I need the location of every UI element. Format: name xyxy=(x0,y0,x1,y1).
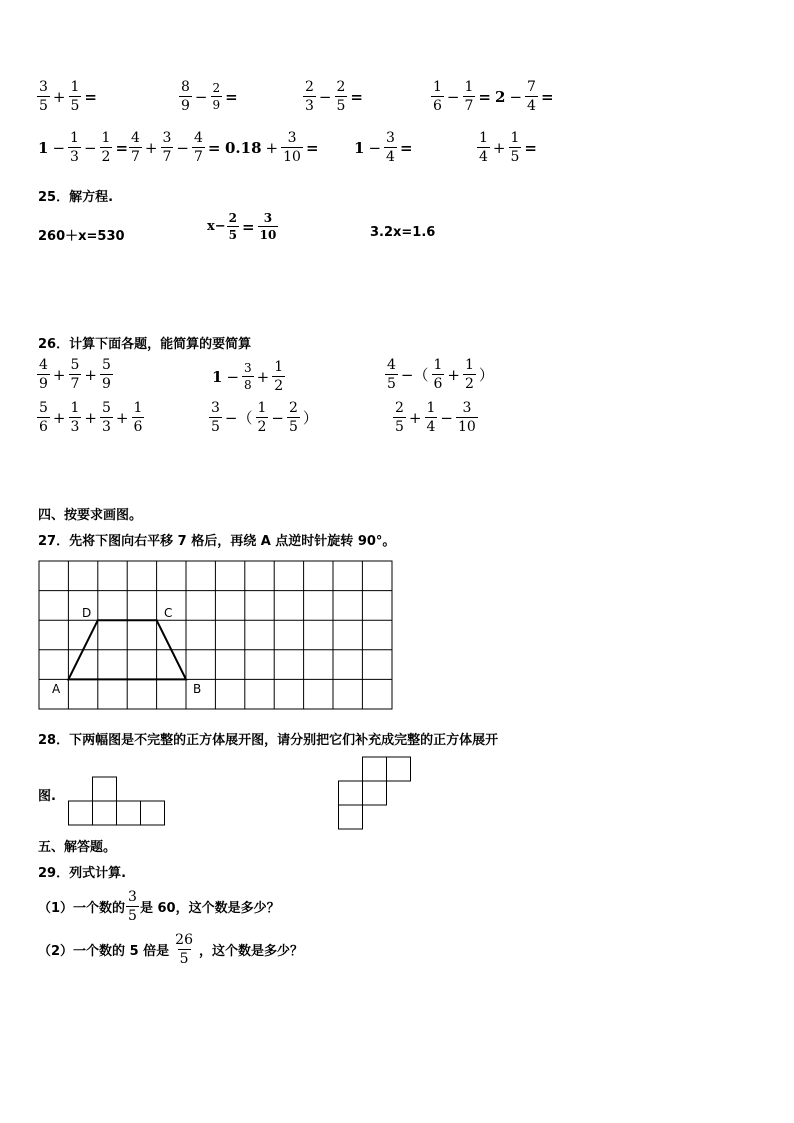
q26-expr-e: $\frac{3}{5}$ −（ $\frac{1}{2}$ − $\frac{2}{5}$ ） xyxy=(211,400,318,435)
row1-expr3: $\frac{2}{3}$ − $\frac{2}{5}$ = xyxy=(305,79,363,114)
fraction: $\frac{5}{6}$ xyxy=(39,400,48,435)
fraction: $\frac{3}{10}$ xyxy=(259,211,277,242)
q26-expr-d: $\frac{5}{6}$ + $\frac{1}{3}$ + $\frac{5}{3}$ + $\frac{1}{6}$ xyxy=(39,400,143,435)
fraction: $\frac{3}{4}$ xyxy=(386,130,395,165)
fraction: $\frac{1}{6}$ xyxy=(433,79,442,114)
fraction: $\frac{5}{7}$ xyxy=(70,357,80,392)
point-label-d: D xyxy=(82,606,92,620)
fraction: $\frac{1}{2}$ xyxy=(465,357,474,392)
fraction: $\frac{1}{3}$ xyxy=(70,400,80,435)
fraction: $\frac{1}{5}$ xyxy=(70,79,80,114)
q26-expr-c: $\frac{4}{5}$ −（ $\frac{1}{6}$ + $\frac{1}{2}$ ） xyxy=(387,357,494,392)
row2-expr2: $\frac{4}{7}$ + $\frac{3}{7}$ − $\frac{4}{7}$ = xyxy=(131,130,221,165)
fraction: $\frac{3}{7}$ xyxy=(162,130,172,165)
section-4-title: 四、按要求画图。 xyxy=(38,508,143,523)
q28-title-continued: 图. xyxy=(38,789,56,804)
q27-title: 27．先将下图向右平移 7 格后，再绕 A 点逆时针旋转 90°。 xyxy=(38,534,396,549)
fraction: $\frac{3}{10}$ xyxy=(458,400,476,435)
fraction: $\frac{2}{5}$ xyxy=(289,400,298,435)
fraction: $\frac{1}{6}$ xyxy=(133,400,143,435)
fraction: $\frac{5}{9}$ xyxy=(102,357,111,392)
fraction: $\frac{4}{9}$ xyxy=(39,357,48,392)
section-5-title: 五、解答题。 xyxy=(38,840,117,855)
fraction: $\frac{1}{7}$ xyxy=(464,79,474,114)
fraction: $\frac{1}{2}$ xyxy=(274,359,284,394)
grid-lines xyxy=(39,561,392,709)
q25-equation-1: 260＋x=530 xyxy=(38,229,125,244)
fraction: $\frac{8}{9}$ xyxy=(181,79,190,114)
q29-part-2: （2）一个数的 5 倍是 $\frac{26}{5}$ ，这个数是多少？ xyxy=(38,932,303,967)
row2-expr3: 0.18 + $\frac{3}{10}$ = xyxy=(225,130,319,165)
net-figure-2 xyxy=(338,756,412,832)
fraction: $\frac{5}{3}$ xyxy=(102,400,111,435)
net-figure-1 xyxy=(68,776,166,828)
fraction: $\frac{1}{6}$ xyxy=(433,357,443,392)
q25-title: 25．解方程. xyxy=(38,190,114,205)
fraction: $\frac{2}{3}$ xyxy=(305,79,314,114)
row2-expr1: 1 − $\frac{1}{3}$ − $\frac{1}{2}$ = xyxy=(38,130,129,165)
fraction: $\frac{1}{2}$ xyxy=(101,130,111,165)
q26-expr-f: $\frac{2}{5}$ + $\frac{1}{4}$ − $\frac{3}{10}$ xyxy=(395,400,476,435)
row1-expr2: $\frac{8}{9}$ − $\frac{2}{9}$ = xyxy=(181,79,238,114)
row2-expr5: $\frac{1}{4}$ + $\frac{1}{5}$ = xyxy=(479,130,537,165)
point-label-a: A xyxy=(52,682,61,696)
q27-grid-figure xyxy=(38,560,394,712)
fraction: $\frac{1}{5}$ xyxy=(510,130,520,165)
fraction: $\frac{3}{5}$ xyxy=(211,400,220,435)
q26-expr-b: 1 − $\frac{3}{8}$ + $\frac{1}{2}$ xyxy=(212,359,284,394)
point-label-c: C xyxy=(164,606,173,620)
fraction: $\frac{7}{4}$ xyxy=(527,79,536,114)
fraction: $\frac{3}{8}$ xyxy=(244,361,252,392)
row1-expr1: $\frac{3}{5}$ + $\frac{1}{5}$ = xyxy=(39,79,97,114)
fraction: $\frac{1}{4}$ xyxy=(426,400,436,435)
q26-expr-a: $\frac{4}{9}$ + $\frac{5}{7}$ + $\frac{5}{9}$ xyxy=(39,357,111,392)
q29-part-1: （1）一个数的 $\frac{3}{5}$ 是 60，这个数是多少？ xyxy=(38,889,280,924)
fraction: $\frac{2}{9}$ xyxy=(212,81,221,112)
fraction: $\frac{3}{5}$ xyxy=(39,79,48,114)
point-label-b: B xyxy=(193,682,202,696)
row1-expr4: $\frac{1}{6}$ − $\frac{1}{7}$ = 2 − $\frac{7}{4}$ = xyxy=(433,79,554,114)
q25-equation-2: x− $\frac{2}{5}$ = $\frac{3}{10}$ xyxy=(207,211,277,242)
fraction: $\frac{4}{5}$ xyxy=(387,357,396,392)
fraction: $\frac{4}{7}$ xyxy=(131,130,140,165)
q25-equation-3: 3.2x=1.6 xyxy=(370,225,436,240)
fraction: $\frac{1}{4}$ xyxy=(479,130,488,165)
fraction: $\frac{3}{5}$ xyxy=(128,889,137,924)
fraction: $\frac{4}{7}$ xyxy=(194,130,203,165)
q29-title: 29．列式计算. xyxy=(38,866,127,881)
fraction: $\frac{2}{5}$ xyxy=(395,400,404,435)
fraction: $\frac{26}{5}$ xyxy=(175,932,193,967)
fraction: $\frac{2}{5}$ xyxy=(228,211,238,242)
fraction: $\frac{1}{2}$ xyxy=(257,400,267,435)
row2-expr4: 1 − $\frac{3}{4}$ = xyxy=(354,130,413,165)
fraction: $\frac{1}{3}$ xyxy=(70,130,79,165)
fraction: $\frac{2}{5}$ xyxy=(336,79,346,114)
fraction: $\frac{3}{10}$ xyxy=(283,130,301,165)
q26-title: 26．计算下面各题，能简算的要简算 xyxy=(38,337,252,352)
q28-title: 28．下两幅图是不完整的正方体展开图，请分别把它们补充成完整的正方体展开 xyxy=(38,733,499,748)
